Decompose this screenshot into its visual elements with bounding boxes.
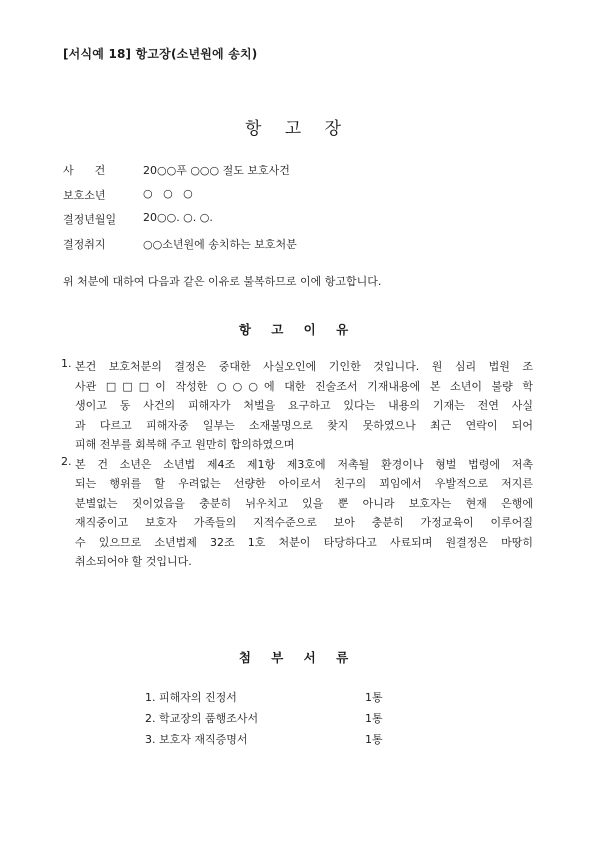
info-row-decision-date bbox=[63, 211, 297, 236]
info-value: ○○소년원에 송치하는 보호처분 bbox=[143, 237, 297, 251]
attachments-list bbox=[145, 689, 383, 752]
form-label: [서식예 18] 항고장(소년원에 송치) bbox=[63, 47, 258, 61]
info-value: 20○○. ○. ○. bbox=[143, 211, 213, 224]
attachments-heading: 첨 부 서 류 bbox=[238, 650, 357, 665]
reason-line: 재직중이고 보호자 가족들의 지적수준으로 보아 충분히 가정교육이 이루어질 bbox=[75, 516, 533, 529]
reason-item bbox=[61, 455, 533, 572]
attachment-count: 1통 bbox=[365, 691, 383, 704]
attachment-item bbox=[145, 689, 383, 710]
info-row-juvenile bbox=[63, 187, 297, 212]
appeal-statement: 위 처분에 대하여 다음과 같은 이유로 불복하므로 이에 항고합니다. bbox=[63, 275, 382, 288]
info-value: ○ ○ ○ bbox=[143, 186, 193, 200]
reason-line: 취소되어야 할 것입니다. bbox=[75, 555, 192, 568]
info-label: 결정취지 bbox=[63, 237, 106, 251]
info-label: 보호소년 bbox=[63, 188, 106, 202]
document-title: 항 고 장 bbox=[244, 119, 351, 139]
info-label: 결정년월일 bbox=[63, 213, 117, 226]
attachment-name: 2. 학교장의 품행조사서 bbox=[145, 712, 259, 725]
reason-line: 과 다르고 피해자중 일부는 소재불명으로 찾지 못하였으나 최근 연락이 되어 bbox=[75, 418, 533, 432]
reason-number: 1. bbox=[61, 357, 72, 370]
attachment-name: 1. 피해자의 진정서 bbox=[145, 691, 237, 704]
info-row-decision-purport bbox=[63, 236, 297, 261]
reason-line: 되는 행위를 할 우려없는 선량한 아이로서 친구의 꾀임에서 우발적으로 저지른 bbox=[75, 477, 533, 490]
reasons-list bbox=[61, 357, 533, 572]
info-label: 사 건 bbox=[63, 164, 106, 177]
attachment-item bbox=[145, 731, 383, 752]
attachment-item bbox=[145, 710, 383, 731]
attachment-name: 3. 보호자 재직증명서 bbox=[145, 733, 248, 746]
reason-line: 피해 전부를 회복해 주고 원만히 합의하였으며 bbox=[75, 438, 295, 451]
reason-number: 2. bbox=[61, 454, 72, 468]
reason-line: 사관 □□□이 작성한 ○○○에 대한 진술조서 기재내용에 본 소년이 불량 학 bbox=[75, 379, 533, 393]
reason-line: 생이고 동 사건의 피해자가 처벌을 요구하고 있다는 내용의 기재는 전연 사실 bbox=[75, 399, 533, 412]
attachment-count: 1통 bbox=[365, 733, 383, 746]
reason-line: 본 건 소년은 소년법 제4조 제1항 제3호에 저촉될 환경이나 형벌 법령에 저촉 bbox=[75, 457, 533, 471]
reason-line: 수 있으므로 소년법제 32조 1호 처분이 타당하다고 사료되며 원결정은 마땅히 bbox=[75, 535, 533, 549]
reasons-heading: 항 고 이 유 bbox=[238, 322, 357, 337]
info-value: 20○○푸 ○○○ 절도 보호사건 bbox=[143, 164, 290, 177]
info-row-case bbox=[63, 162, 297, 187]
reason-item bbox=[61, 357, 533, 455]
attachment-count: 1통 bbox=[365, 712, 383, 725]
case-info-table bbox=[63, 162, 297, 260]
reason-line: 분별없는 짓이었음을 충분히 뉘우치고 있을 뿐 아니라 보호자는 현재 은행에 bbox=[75, 496, 533, 510]
reason-line: 본건 보호처분의 결정은 중대한 사실오인에 기인한 것입니다. 원 심리 법원 조 bbox=[75, 360, 533, 373]
